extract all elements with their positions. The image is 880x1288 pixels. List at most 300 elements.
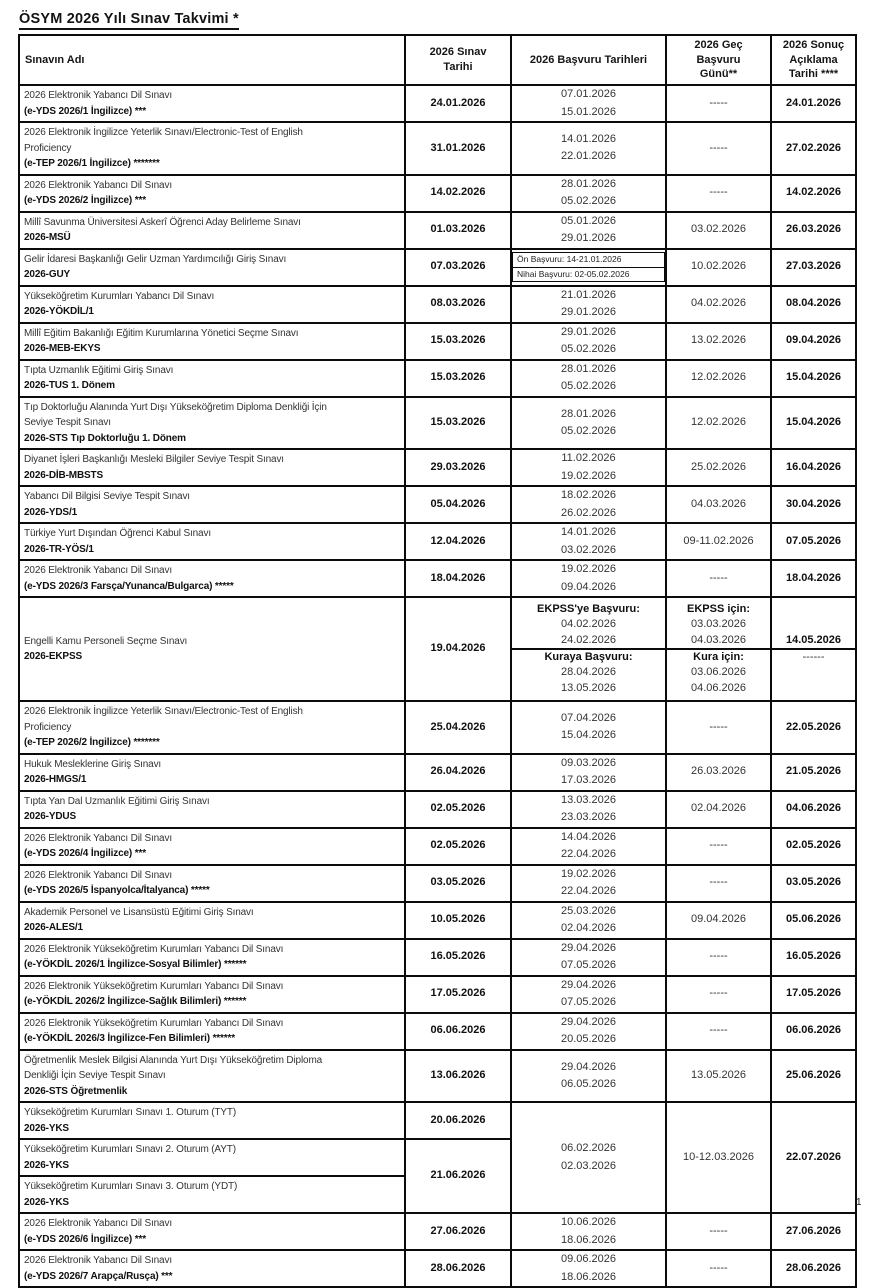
date-line: 20.06.2026	[430, 1113, 486, 1126]
date-line: -----	[709, 571, 728, 584]
date-line: 21.05.2026	[785, 765, 842, 778]
application-dates-cell	[511, 323, 666, 360]
exam-name-line: 2026-YKS	[24, 1122, 69, 1134]
application-dates-cell	[511, 828, 666, 865]
result-date-cell	[771, 1213, 856, 1250]
exam-date-cell	[405, 85, 511, 122]
exam-name-line: Türkiye Yurt Dışından Öğrenci Kabul Sınavı	[24, 528, 211, 539]
exam-date-cell	[405, 1102, 511, 1139]
exam-name-line: 2026-MSÜ	[24, 232, 71, 243]
exam-name-cell	[19, 1213, 405, 1250]
result-date-cell	[771, 754, 856, 791]
date-line: 13.02.2026	[690, 334, 747, 347]
exam-date-cell	[405, 360, 511, 397]
exam-name-line: Tıpta Yan Dal Uzmanlık Eğitimi Giriş Sınavı	[24, 795, 210, 807]
exam-name-line: 2026-EKPSS	[24, 651, 82, 662]
date-line: 25.06.2026	[785, 1069, 842, 1082]
table-row	[19, 249, 856, 286]
col-header-application-dates	[511, 35, 666, 85]
date-line: 17.05.2026	[430, 987, 486, 1000]
application-dates-cell	[511, 212, 666, 249]
date-line: 14.01.2026	[560, 133, 617, 146]
result-date-cell	[771, 865, 856, 902]
table-row	[19, 1013, 856, 1050]
date-line: 08.04.2026	[785, 297, 842, 310]
late-application-cell	[666, 449, 771, 486]
exam-name-cell	[19, 1013, 405, 1050]
date-line: 14.02.2026	[430, 186, 486, 199]
exam-name-line: 2026-YKS	[24, 1196, 69, 1208]
exam-name-line: 2026-TUS 1. Dönem	[24, 380, 115, 391]
exam-name-line: Öğretmenlik Meslek Bilgisi Alanında Yurt Dışı Yükseköğretim Diploma	[24, 1054, 323, 1066]
result-date-cell	[771, 449, 856, 486]
exam-name-line: (e-TEP 2026/2 İngilizce) *******	[24, 737, 160, 748]
date-line: 09.04.2026	[560, 580, 617, 593]
date-line: 31.01.2026	[430, 141, 486, 154]
exam-name-line: 2026 Elektronik Yabancı Dil Sınavı	[24, 832, 172, 844]
header-line: Açıklama	[789, 53, 838, 66]
exam-name-cell	[19, 175, 405, 212]
sub-header-line: EKPSS'ye Başvuru:	[537, 602, 640, 615]
date-line: 04.06.2026	[785, 802, 842, 815]
bottom-half	[512, 650, 665, 696]
table-header	[19, 35, 856, 85]
date-line: 18.06.2026	[560, 1270, 617, 1283]
date-line: 22.01.2026	[560, 150, 617, 163]
table-body	[19, 85, 856, 1287]
application-sub-box: Nihai Başvuru: 02-05.02.2026	[512, 268, 665, 282]
date-line: 07.01.2026	[560, 88, 617, 101]
table-row	[19, 902, 856, 939]
date-line: 02.05.2026	[430, 839, 486, 852]
date-line: 16.05.2026	[430, 950, 486, 963]
exam-name-line: 2026-YKS	[24, 1159, 69, 1171]
date-line: 11.02.2026	[561, 452, 616, 465]
header-row	[19, 35, 856, 85]
date-line: 18.04.2026	[785, 571, 842, 584]
header-line: 2026 Geç	[694, 38, 743, 51]
application-dates-cell	[511, 754, 666, 791]
date-line: 10.02.2026	[690, 260, 747, 273]
date-line: 27.03.2026	[785, 260, 842, 273]
table-row	[19, 449, 856, 486]
late-application-cell	[666, 1050, 771, 1103]
exam-name-cell	[19, 486, 405, 523]
exam-date-cell	[405, 323, 511, 360]
exam-name-line: 2026 Elektronik İngilizce Yeterlik Sınavı/Electronic-Test of English	[24, 706, 303, 717]
table-row	[19, 212, 856, 249]
date-line: 22.07.2026	[785, 1150, 842, 1163]
exam-date-cell	[405, 865, 511, 902]
exam-name-cell	[19, 212, 405, 249]
application-dates-cell	[511, 523, 666, 560]
date-line: 25.03.2026	[560, 904, 617, 917]
exam-name-line: (e-YDS 2026/4 İngilizce) ***	[24, 848, 146, 859]
date-line: 02.04.2026	[690, 802, 747, 815]
table-row	[19, 122, 856, 175]
date-line: 02.05.2026	[430, 802, 486, 815]
late-application-cell	[666, 828, 771, 865]
date-line: 15.03.2026	[430, 371, 486, 384]
date-line: 16.04.2026	[785, 460, 842, 473]
page-number: 1	[856, 1197, 862, 1208]
table-row	[19, 85, 856, 122]
table-row	[19, 939, 856, 976]
exam-date-cell	[405, 212, 511, 249]
date-line: 16.05.2026	[785, 950, 842, 963]
header-line: Tarihi	[443, 61, 473, 73]
exam-name-line: Proficiency	[24, 142, 72, 154]
exam-name-cell	[19, 85, 405, 122]
exam-name-cell	[19, 122, 405, 175]
exam-date-cell	[405, 523, 511, 560]
result-date-cell	[771, 560, 856, 597]
date-line: 06.06.2026	[785, 1024, 842, 1037]
date-line: 29.01.2026	[560, 232, 617, 244]
date-line: -----	[709, 1024, 728, 1037]
date-line: -----	[709, 876, 728, 889]
result-date-cell	[771, 939, 856, 976]
date-line: 03.05.2026	[785, 876, 842, 889]
exam-date-cell	[405, 828, 511, 865]
table-row	[19, 286, 856, 323]
header-line: 2026 Başvuru Tarihleri	[529, 53, 648, 66]
date-line: 07.05.2026	[560, 996, 617, 1008]
application-dates-cell	[511, 85, 666, 122]
exam-name-line: Millî Eğitim Bakanlığı Eğitim Kurumlarına Yönetici Seçme Sınavı	[24, 327, 299, 339]
exam-name-line: 2026 Elektronik Yükseköğretim Kurumları Yabancı Dil Sınavı	[24, 980, 284, 992]
exam-name-line: Diyanet İşleri Başkanlığı Mesleki Bilgiler Seviye Tespit Sınavı	[24, 454, 284, 465]
table-row	[19, 360, 856, 397]
exam-name-line: 2026-ALES/1	[24, 922, 83, 933]
exam-name-line: Hukuk Mesleklerine Giriş Sınavı	[24, 758, 162, 770]
application-dates-cell	[511, 1013, 666, 1050]
exam-date-cell	[405, 1213, 511, 1250]
date-line: 06.05.2026	[560, 1077, 617, 1090]
exam-name-line: 2026-DİB-MBSTS	[24, 469, 104, 481]
exam-name-cell	[19, 791, 405, 828]
date-line: 15.04.2026	[785, 371, 842, 384]
header-line: Başvuru	[696, 53, 741, 66]
date-line: 30.04.2026	[785, 497, 842, 510]
date-line: ------	[802, 651, 825, 663]
exam-name-cell	[19, 323, 405, 360]
date-line: 15.03.2026	[430, 334, 486, 347]
date-line: 03.03.2026	[690, 618, 747, 631]
col-header-exam-name	[19, 35, 405, 85]
date-line: -----	[709, 186, 728, 199]
exam-name-cell	[19, 1176, 405, 1213]
date-line: 01.03.2026	[430, 223, 486, 236]
date-line: 27.02.2026	[785, 141, 842, 154]
exam-name-cell	[19, 1102, 405, 1139]
date-line: -----	[709, 987, 728, 1000]
exam-name-line: 2026-YDS/1	[24, 506, 77, 518]
application-dates-cell	[511, 249, 666, 286]
date-line: 28.01.2026	[560, 362, 617, 375]
date-line: 21.01.2026	[560, 288, 617, 301]
date-line: 22.04.2026	[560, 885, 617, 897]
application-dates-cell	[511, 122, 666, 175]
exam-name-line: 2026 Elektronik Yabancı Dil Sınavı	[24, 179, 172, 191]
date-line: 17.03.2026	[560, 774, 617, 786]
date-line: 20.05.2026	[560, 1033, 617, 1045]
date-line: 14.01.2026	[560, 526, 617, 539]
late-application-cell	[666, 122, 771, 175]
top-half	[667, 602, 770, 650]
application-dates-cell	[511, 976, 666, 1013]
application-dates-cell	[511, 597, 666, 701]
date-line: 19.04.2026	[430, 642, 486, 655]
exam-name-line: Tıpta Uzmanlık Eğitimi Giriş Sınavı	[24, 364, 174, 376]
application-dates-cell	[511, 902, 666, 939]
exam-name-line: (e-TEP 2026/1 İngilizce) *******	[24, 158, 160, 169]
col-header-exam-date	[405, 35, 511, 85]
table-row	[19, 828, 856, 865]
date-line: -----	[709, 950, 728, 963]
date-line: 12.02.2026	[690, 416, 747, 429]
date-line: 09.04.2026	[785, 334, 842, 347]
exam-calendar-table	[18, 34, 857, 1288]
date-line: 02.03.2026	[560, 1159, 617, 1172]
exam-name-line: (e-YÖKDİL 2026/3 İngilizce-Fen Bilimleri) ******	[24, 1033, 236, 1044]
application-dates-cell	[511, 1250, 666, 1287]
date-line: 06.02.2026	[560, 1142, 617, 1155]
date-line: 09.04.2026	[690, 913, 747, 926]
exam-date-cell	[405, 1050, 511, 1103]
table-row	[19, 1250, 856, 1287]
exam-name-line: Yükseköğretim Kurumları Sınavı 1. Oturum (TYT)	[24, 1107, 237, 1118]
date-line: 21.06.2026	[430, 1169, 486, 1182]
date-line: 14.04.2026	[560, 830, 617, 843]
date-line: 05.02.2026	[560, 424, 617, 437]
date-line: 05.02.2026	[560, 195, 617, 207]
date-line: 07.05.2026	[560, 959, 617, 971]
date-line: 25.04.2026	[430, 720, 486, 733]
exam-name-cell	[19, 449, 405, 486]
date-line: 15.04.2026	[785, 416, 842, 429]
exam-name-cell	[19, 397, 405, 450]
date-line: 29.04.2026	[560, 1015, 617, 1028]
application-dates-cell	[511, 1050, 666, 1103]
result-date-cell	[771, 902, 856, 939]
late-application-cell	[666, 1213, 771, 1250]
header-line: 2026 Sınav	[429, 46, 487, 59]
exam-name-line: 2026 Elektronik Yabancı Dil Sınavı	[24, 1255, 172, 1266]
date-line: 07.03.2026	[430, 260, 486, 273]
exam-name-line: (e-YDS 2026/7 Arapça/Rusça) ***	[24, 1270, 173, 1282]
exam-date-cell	[405, 122, 511, 175]
exam-name-line: Yükseköğretim Kurumları Sınavı 3. Oturum (YDT)	[24, 1181, 238, 1192]
table-row	[19, 1102, 856, 1139]
application-dates-cell	[511, 360, 666, 397]
application-dates-cell	[511, 701, 666, 754]
application-dates-cell	[511, 791, 666, 828]
exam-date-cell	[405, 249, 511, 286]
table-row	[19, 560, 856, 597]
result-date-cell	[771, 212, 856, 249]
exam-name-line: 2026 Elektronik Yabancı Dil Sınavı	[24, 90, 172, 101]
late-application-cell	[666, 286, 771, 323]
exam-name-line: Engelli Kamu Personeli Seçme Sınavı	[24, 635, 188, 647]
late-application-cell	[666, 597, 771, 701]
split-cell	[667, 602, 770, 696]
col-header-result-date	[771, 35, 856, 85]
late-application-cell	[666, 397, 771, 450]
result-date-cell	[771, 486, 856, 523]
exam-date-cell	[405, 701, 511, 754]
application-dates-cell	[511, 560, 666, 597]
date-line: 22.05.2026	[785, 720, 842, 733]
header-line: Sınavın Adı	[25, 53, 85, 66]
application-dates-cell	[511, 1213, 666, 1250]
date-line: 15.01.2026	[560, 105, 617, 118]
date-line: 27.06.2026	[785, 1224, 842, 1237]
date-line: 05.02.2026	[560, 380, 617, 392]
exam-name-cell	[19, 1250, 405, 1287]
exam-date-cell	[405, 597, 511, 701]
result-date-cell	[771, 397, 856, 450]
date-line: 17.05.2026	[785, 987, 842, 1000]
date-line: 10.06.2026	[560, 1216, 617, 1229]
exam-name-cell	[19, 249, 405, 286]
split-cell	[512, 602, 665, 696]
date-line: 04.02.2026	[690, 297, 747, 310]
header-line: Günü**	[699, 68, 738, 81]
late-application-cell	[666, 323, 771, 360]
exam-name-cell	[19, 939, 405, 976]
result-date-cell	[771, 323, 856, 360]
exam-date-cell	[405, 754, 511, 791]
date-line: 29.03.2026	[430, 460, 486, 473]
date-line: 03.05.2026	[430, 876, 486, 889]
exam-date-cell	[405, 1013, 511, 1050]
application-dates-cell	[511, 449, 666, 486]
exam-name-line: Denkliği İçin Seviye Tespit Sınavı	[24, 1070, 166, 1081]
application-dates-cell	[511, 286, 666, 323]
late-application-cell	[666, 976, 771, 1013]
date-line: 26.03.2026	[785, 223, 842, 236]
exam-date-cell	[405, 1250, 511, 1287]
date-line: 28.01.2026	[560, 177, 617, 190]
exam-name-line: (e-YDS 2026/6 İngilizce) ***	[24, 1233, 146, 1245]
application-dates-cell	[511, 486, 666, 523]
date-line: 18.02.2026	[560, 489, 617, 502]
late-application-cell	[666, 249, 771, 286]
application-sub-box: Ön Başvuru: 14-21.01.2026	[512, 252, 665, 267]
exam-date-cell	[405, 397, 511, 450]
table-row	[19, 323, 856, 360]
date-line: 14.05.2026	[785, 633, 842, 646]
date-line: 29.01.2026	[560, 325, 617, 338]
application-dates-cell	[511, 865, 666, 902]
date-line: 12.04.2026	[430, 534, 486, 547]
date-line: 29.04.2026	[560, 941, 617, 954]
late-application-cell	[666, 1250, 771, 1287]
date-line: 26.02.2026	[560, 506, 617, 519]
date-line: 26.04.2026	[430, 765, 486, 778]
date-line: 07.04.2026	[560, 712, 617, 725]
date-line: -----	[709, 141, 728, 154]
date-line: 28.04.2026	[560, 666, 617, 679]
late-application-cell	[666, 85, 771, 122]
result-date-cell	[771, 122, 856, 175]
date-line: 18.04.2026	[430, 571, 486, 584]
date-line: 13.05.2026	[560, 681, 617, 694]
late-application-cell	[666, 212, 771, 249]
exam-name-line: Proficiency	[24, 721, 72, 733]
table-row	[19, 1050, 856, 1103]
date-line: 18.06.2026	[560, 1233, 617, 1246]
date-line: 05.01.2026	[560, 214, 617, 227]
bottom-half	[667, 650, 770, 696]
exam-name-line: 2026-YDUS	[24, 811, 77, 822]
exam-name-cell	[19, 523, 405, 560]
date-line: 04.03.2026	[690, 497, 747, 510]
result-date-cell	[771, 360, 856, 397]
date-line: -----	[709, 96, 728, 109]
date-line: 15.03.2026	[430, 416, 486, 429]
exam-date-cell	[405, 1139, 511, 1213]
exam-date-cell	[405, 791, 511, 828]
date-line: -----	[709, 1224, 728, 1237]
late-application-cell	[666, 175, 771, 212]
exam-name-cell	[19, 360, 405, 397]
date-line: -----	[709, 720, 728, 733]
sub-header-line: Kura için:	[693, 651, 744, 663]
result-date-cell	[771, 249, 856, 286]
exam-name-line: 2026-HMGS/1	[24, 774, 87, 785]
exam-name-line: Yabancı Dil Bilgisi Seviye Tespit Sınavı	[24, 491, 190, 502]
result-date-cell	[771, 828, 856, 865]
table-row	[19, 523, 856, 560]
date-line: 28.06.2026	[785, 1261, 842, 1274]
date-line: 10.05.2026	[430, 913, 486, 926]
late-application-cell	[666, 486, 771, 523]
date-line: 05.02.2026	[560, 343, 617, 355]
date-line: 02.04.2026	[560, 922, 617, 934]
exam-name-line: (e-YDS 2026/1 İngilizce) ***	[24, 105, 146, 117]
date-line: -----	[709, 1261, 728, 1274]
late-application-cell	[666, 1013, 771, 1050]
exam-name-line: (e-YDS 2026/2 İngilizce) ***	[24, 195, 146, 206]
late-application-cell	[666, 865, 771, 902]
date-line: 29.01.2026	[560, 306, 617, 318]
date-line: 14.02.2026	[785, 186, 842, 199]
date-line: 24.02.2026	[560, 633, 617, 646]
header-line: Tarihi ****	[788, 68, 839, 81]
late-application-cell	[666, 701, 771, 754]
exam-name-line: Millî Savunma Üniversitesi Askerî Öğrenci Aday Belirleme Sınavı	[24, 216, 301, 228]
table-row	[19, 486, 856, 523]
date-line: 03.02.2026	[690, 223, 747, 236]
date-line: 19.02.2026	[560, 563, 617, 576]
exam-name-line: (e-YDS 2026/3 Farsça/Yunanca/Bulgarca) *****	[24, 580, 234, 592]
result-date-cell	[771, 523, 856, 560]
result-date-cell	[771, 1102, 856, 1213]
late-application-cell	[666, 902, 771, 939]
table-row	[19, 701, 856, 754]
result-date-cell	[771, 1050, 856, 1103]
date-line: 08.03.2026	[430, 297, 486, 310]
exam-name-line: 2026-GUY	[24, 269, 71, 280]
exam-name-cell	[19, 828, 405, 865]
date-line: 09.06.2026	[560, 1253, 617, 1266]
date-line: 25.02.2026	[690, 460, 747, 473]
application-dates-cell	[511, 1102, 666, 1213]
table-row	[19, 754, 856, 791]
result-date-cell	[771, 175, 856, 212]
